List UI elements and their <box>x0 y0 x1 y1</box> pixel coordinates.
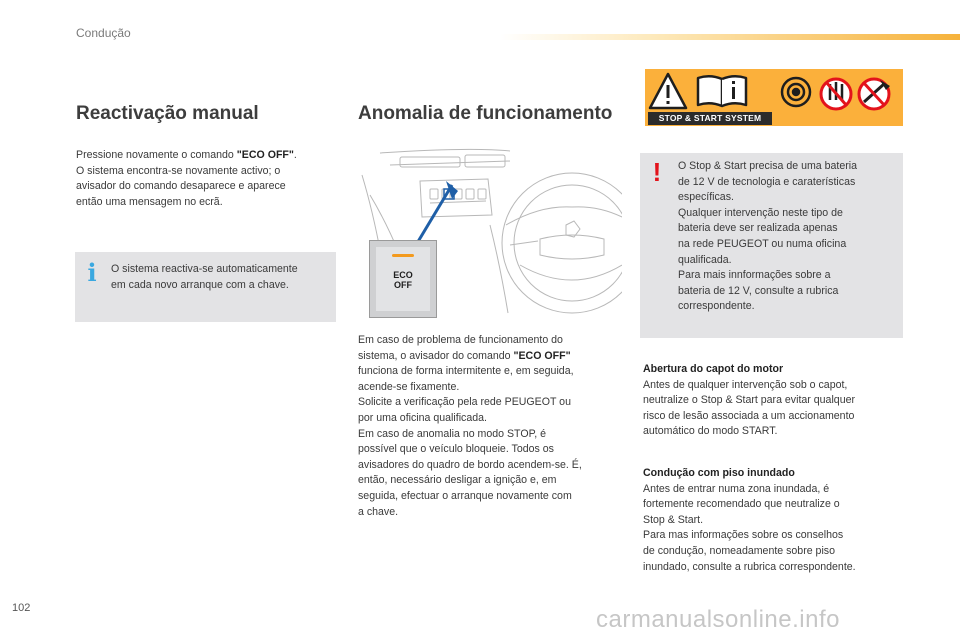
header-accent-bar <box>500 34 960 40</box>
text-line: Stop & Start. <box>643 513 704 526</box>
reactivacao-text <box>76 148 346 210</box>
banner-icons <box>648 70 902 112</box>
flood-section <box>643 466 913 575</box>
section-title: Condução <box>76 26 131 40</box>
text-line: O sistema encontra-se novamente activo; o <box>76 164 281 177</box>
watermark: carmanualsonline.info <box>596 606 840 633</box>
text-line: inundado, consulte a rubrica correspondente. <box>643 560 856 573</box>
text-line: a chave. <box>358 505 399 518</box>
text-line: O Stop & Start precisa de uma bateria <box>678 160 858 172</box>
heading-reactivacao: Reactivação manual <box>76 103 259 124</box>
text-run: Pressione novamente o comando <box>76 149 237 161</box>
warning-triangle-icon <box>650 74 686 108</box>
text-line: correspondente. <box>678 300 755 313</box>
heading-anomalia: Anomalia de funcionamento <box>358 103 613 124</box>
no-tool-icon <box>859 79 890 109</box>
text-line: bateria deve ser realizada apenas <box>678 222 838 235</box>
text-line: possível que o veículo bloqueie. Todos os <box>358 443 554 456</box>
eco-off-led <box>392 254 414 257</box>
text-line: específicas. <box>678 191 734 204</box>
text-line: bateria de 12 V, consulte a rubrica <box>678 284 839 297</box>
info-icon: i <box>87 258 97 287</box>
text-line: de condução, nomeadamente sobre piso <box>643 544 835 557</box>
warning-text <box>678 159 900 315</box>
text-line: Solicite a verificação pela rede PEUGEOT ou <box>358 396 571 409</box>
eco-off-label: "ECO OFF" <box>513 349 571 362</box>
text-line: então uma mensagem no ecrã. <box>76 195 223 208</box>
exclamation-icon: ! <box>652 157 662 187</box>
text-line: neutralize o Stop & Start para evitar qualquer <box>643 394 855 407</box>
text-line: Antes de entrar numa zona inundada, é <box>643 482 830 495</box>
text-line: risco de lesão associada a um accionamento <box>643 409 855 422</box>
no-hand-icon <box>821 79 851 109</box>
text-line: qualificada. <box>678 253 732 266</box>
coil-icon <box>782 78 810 106</box>
text-line: em cada novo arranque com a chave. <box>111 278 289 291</box>
flood-heading: Condução com piso inundado <box>643 467 795 479</box>
capot-section <box>643 362 913 440</box>
text-line: avisadores do quadro de bordo acendem-se. É, <box>358 458 582 471</box>
text-line: O sistema reactiva-se automaticamente <box>111 263 298 275</box>
stop-start-label: STOP & START SYSTEM <box>648 112 772 125</box>
text-run: sistema, o avisador do comando <box>358 349 514 362</box>
text-line: Para mas informações sobre os conselhos <box>643 529 844 542</box>
text-line: Qualquer intervenção neste tipo de <box>678 206 843 219</box>
eco-off-button-label <box>376 270 430 290</box>
text-line: Antes de qualquer intervenção sob o capot, <box>643 378 848 391</box>
text-line: funciona de forma intermitente e, em seguida, <box>358 365 574 378</box>
eco-label: ECO <box>393 270 413 280</box>
text-line: Em caso de anomalia no modo STOP, é <box>358 427 547 440</box>
manual-book-icon <box>698 76 746 106</box>
text-line: então, necessário desligar a ignição e, em <box>358 474 557 487</box>
text-line: avisador do comando desaparece e aparece <box>76 180 286 193</box>
page-number: 102 <box>12 602 31 614</box>
text-line: acende-se fixamente. <box>358 380 460 393</box>
text-line: automático do modo START. <box>643 425 778 438</box>
text-line: Para mais innformações sobre a <box>678 269 831 282</box>
text-line: seguida, efectuar o arranque novamente com <box>358 489 572 502</box>
eco-off-label: "ECO OFF" <box>236 149 294 161</box>
text-line: na rede PEUGEOT ou numa oficina <box>678 237 847 250</box>
text-line: fortemente recomendado que neutralize o <box>643 498 840 511</box>
text-line: por uma oficina qualificada. <box>358 411 487 424</box>
text-run: . <box>293 149 297 161</box>
text-line: Em caso de problema de funcionamento do <box>358 334 563 346</box>
info-text <box>111 262 333 293</box>
anomalia-text <box>358 333 628 520</box>
capot-heading: Abertura do capot do motor <box>643 363 784 375</box>
text-line: de 12 V de tecnologia e caraterísticas <box>678 175 856 188</box>
off-label: OFF <box>394 280 412 290</box>
